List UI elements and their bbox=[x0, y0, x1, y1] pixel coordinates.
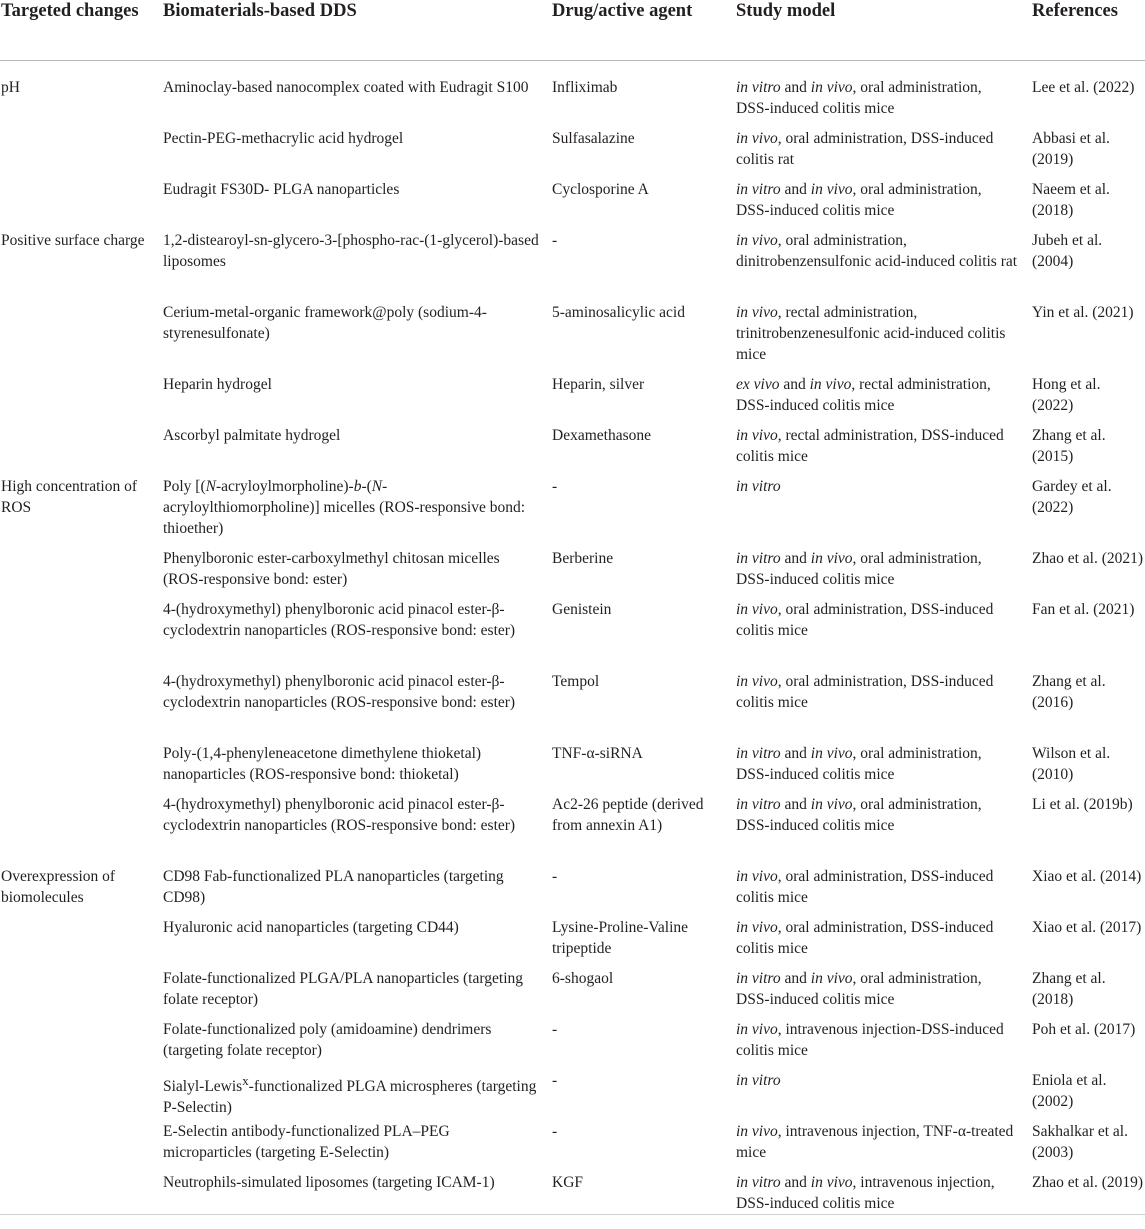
drug-cell: Dexamethasone bbox=[552, 427, 651, 444]
drug-cell: Heparin, silver bbox=[552, 376, 645, 393]
model-cell: in vitro and in vivo, oral administration, DSS-induced colitis mice bbox=[736, 745, 982, 784]
dds-cell: E-Selectin antibody-functionalized PLA–PEG microparticles (targeting E-Selectin) bbox=[163, 1123, 450, 1162]
model-cell: in vitro bbox=[736, 478, 781, 495]
reference-cell: Poh et al. (2017) bbox=[1032, 1021, 1136, 1038]
model-cell: in vivo, oral administration, dinitrobenzensulfonic acid-induced colitis rat bbox=[736, 232, 1018, 271]
dds-cell: Poly-(1,4-phenyleneacetone dimethylene thioketal) nanoparticles (ROS-responsive bond: thioketal) bbox=[163, 745, 482, 784]
model-cell: in vivo, oral administration, DSS-induced colitis rat bbox=[736, 130, 994, 169]
header-study-model: Study model bbox=[736, 1, 836, 21]
reference-cell: Yin et al. (2021) bbox=[1032, 304, 1134, 321]
dds-cell: CD98 Fab-functionalized PLA nanoparticles (targeting CD98) bbox=[163, 868, 504, 907]
reference-cell: Lee et al. (2022) bbox=[1032, 79, 1135, 96]
dds-cell: Ascorbyl palmitate hydrogel bbox=[163, 427, 341, 444]
reference-cell: Gardey et al. (2022) bbox=[1032, 478, 1112, 517]
drug-cell: Sulfasalazine bbox=[552, 130, 635, 147]
drug-cell: Lysine-Proline-Valine tripeptide bbox=[552, 919, 689, 958]
model-cell: in vivo, rectal administration, trinitrobenzenesulfonic acid-induced colitis mice bbox=[736, 304, 1006, 364]
reference-cell: Zhang et al. (2015) bbox=[1032, 427, 1106, 466]
dds-cell: Aminoclay-based nanocomplex coated with Eudragit S100 bbox=[163, 79, 529, 96]
table-bottom-rule bbox=[0, 1214, 1145, 1215]
dds-cell: Neutrophils-simulated liposomes (targeting ICAM-1) bbox=[163, 1174, 495, 1191]
drug-cell: Berberine bbox=[552, 550, 614, 567]
drug-cell: Ac2-26 peptide (derived from annexin A1) bbox=[552, 796, 704, 835]
drug-cell: Genistein bbox=[552, 601, 612, 618]
header-targeted-changes: Targeted changes bbox=[1, 1, 139, 21]
drug-cell: Cyclosporine A bbox=[552, 181, 649, 198]
dds-cell: Poly [(N-acryloylmorpholine)-b-(N-acryloylthiomorpholine)] micelles (ROS-responsive bond: thioether) bbox=[163, 478, 526, 538]
header-biomaterials-dds: Biomaterials-based DDS bbox=[163, 1, 357, 21]
reference-cell: Xiao et al. (2014) bbox=[1032, 868, 1142, 885]
model-cell: in vitro and in vivo, oral administration, DSS-induced colitis mice bbox=[736, 796, 982, 835]
model-cell: in vivo, intravenous injection, TNF-α-treated mice bbox=[736, 1123, 1014, 1162]
drug-cell: Tempol bbox=[552, 673, 600, 690]
reference-cell: Zhang et al. (2016) bbox=[1032, 673, 1106, 712]
drug-cell: 6-shogaol bbox=[552, 970, 614, 987]
reference-cell: Zhang et al. (2018) bbox=[1032, 970, 1106, 1009]
drug-cell: Infliximab bbox=[552, 79, 618, 96]
model-cell: in vivo, oral administration, DSS-induced colitis mice bbox=[736, 673, 994, 712]
reference-cell: Eniola et al. (2002) bbox=[1032, 1072, 1107, 1111]
dds-cell: Folate-functionalized poly (amidoamine) dendrimers (targeting folate receptor) bbox=[163, 1021, 492, 1060]
drug-cell: KGF bbox=[552, 1174, 584, 1191]
drug-cell: - bbox=[552, 1021, 558, 1038]
dds-cell: Eudragit FS30D- PLGA nanoparticles bbox=[163, 181, 400, 198]
reference-cell: Jubeh et al. (2004) bbox=[1032, 232, 1103, 271]
dds-cell: Heparin hydrogel bbox=[163, 376, 272, 393]
model-cell: ex vivo and in vivo, rectal administration, DSS-induced colitis mice bbox=[736, 376, 991, 415]
drug-cell: 5-aminosalicylic acid bbox=[552, 304, 685, 321]
reference-cell: Abbasi et al. (2019) bbox=[1032, 130, 1110, 169]
model-cell: in vitro and in vivo, oral administration, DSS-induced colitis mice bbox=[736, 181, 982, 220]
table-header bbox=[0, 0, 1145, 61]
drug-cell: - bbox=[552, 1123, 558, 1140]
model-cell: in vitro and in vivo, oral administration, DSS-induced colitis mice bbox=[736, 79, 982, 118]
drug-cell: - bbox=[552, 478, 558, 495]
dds-cell: 4-(hydroxymethyl) phenylboronic acid pinacol ester-β-cyclodextrin nanoparticles (ROS-responsive bond: ester) bbox=[163, 796, 516, 835]
reference-cell: Hong et al. (2022) bbox=[1032, 376, 1101, 415]
drug-cell: - bbox=[552, 1072, 558, 1089]
header-drug-agent: Drug/active agent bbox=[552, 1, 693, 21]
dds-cell: Hyaluronic acid nanoparticles (targeting CD44) bbox=[163, 919, 459, 936]
reference-cell: Xiao et al. (2017) bbox=[1032, 919, 1142, 936]
model-cell: in vivo, oral administration, DSS-induced colitis mice bbox=[736, 919, 994, 958]
dds-cell: 4-(hydroxymethyl) phenylboronic acid pinacol ester-β-cyclodextrin nanoparticles (ROS-responsive bond: ester) bbox=[163, 601, 516, 640]
reference-cell: Fan et al. (2021) bbox=[1032, 601, 1135, 618]
model-cell: in vitro and in vivo, oral administration, DSS-induced colitis mice bbox=[736, 970, 982, 1009]
header-references: References bbox=[1032, 1, 1118, 21]
group-cell: High concentration of ROS bbox=[1, 478, 138, 517]
model-cell: in vitro and in vivo, oral administration, DSS-induced colitis mice bbox=[736, 550, 982, 589]
reference-cell: Sakhalkar et al. (2003) bbox=[1032, 1123, 1128, 1162]
reference-cell: Wilson et al. (2010) bbox=[1032, 745, 1111, 784]
model-cell: in vivo, intravenous injection-DSS-induced colitis mice bbox=[736, 1021, 1004, 1060]
dds-cell: Folate-functionalized PLGA/PLA nanoparticles (targeting folate receptor) bbox=[163, 970, 523, 1009]
drug-cell: - bbox=[552, 868, 558, 885]
model-cell: in vivo, oral administration, DSS-induced colitis mice bbox=[736, 868, 994, 907]
reference-cell: Zhao et al. (2019) bbox=[1032, 1174, 1144, 1191]
reference-cell: Zhao et al. (2021) bbox=[1032, 550, 1144, 567]
dds-cell: 4-(hydroxymethyl) phenylboronic acid pinacol ester-β-cyclodextrin nanoparticles (ROS-responsive bond: ester) bbox=[163, 673, 516, 712]
dds-cell: Phenylboronic ester-carboxylmethyl chitosan micelles (ROS-responsive bond: ester) bbox=[163, 550, 500, 589]
dds-cell: 1,2-distearoyl-sn-glycero-3-[phospho-rac-(1-glycerol)-based liposomes bbox=[163, 232, 539, 271]
dds-cell: Sialyl-Lewis$^x$-functionalized PLGA microspheres (targeting P-Selectin) bbox=[163, 1073, 537, 1117]
group-cell: Positive surface charge bbox=[1, 232, 145, 249]
model-cell: in vivo, rectal administration, DSS-induced colitis mice bbox=[736, 427, 1004, 466]
dds-cell: Cerium-metal-organic framework@poly (sodium-4-styrenesulfonate) bbox=[163, 304, 487, 343]
drug-cell: TNF-α-siRNA bbox=[552, 745, 643, 762]
model-cell: in vivo, oral administration, DSS-induced colitis mice bbox=[736, 601, 994, 640]
model-cell: in vitro and in vivo, intravenous injection, DSS-induced colitis mice bbox=[736, 1174, 995, 1213]
group-cell: pH bbox=[1, 79, 20, 96]
drug-cell: - bbox=[552, 232, 558, 249]
group-cell: Overexpression of biomolecules bbox=[1, 868, 116, 907]
reference-cell: Naeem et al. (2018) bbox=[1032, 181, 1110, 220]
dds-cell: Pectin-PEG-methacrylic acid hydrogel bbox=[163, 130, 404, 147]
reference-cell: Li et al. (2019b) bbox=[1032, 796, 1133, 813]
model-cell: in vitro bbox=[736, 1072, 781, 1089]
